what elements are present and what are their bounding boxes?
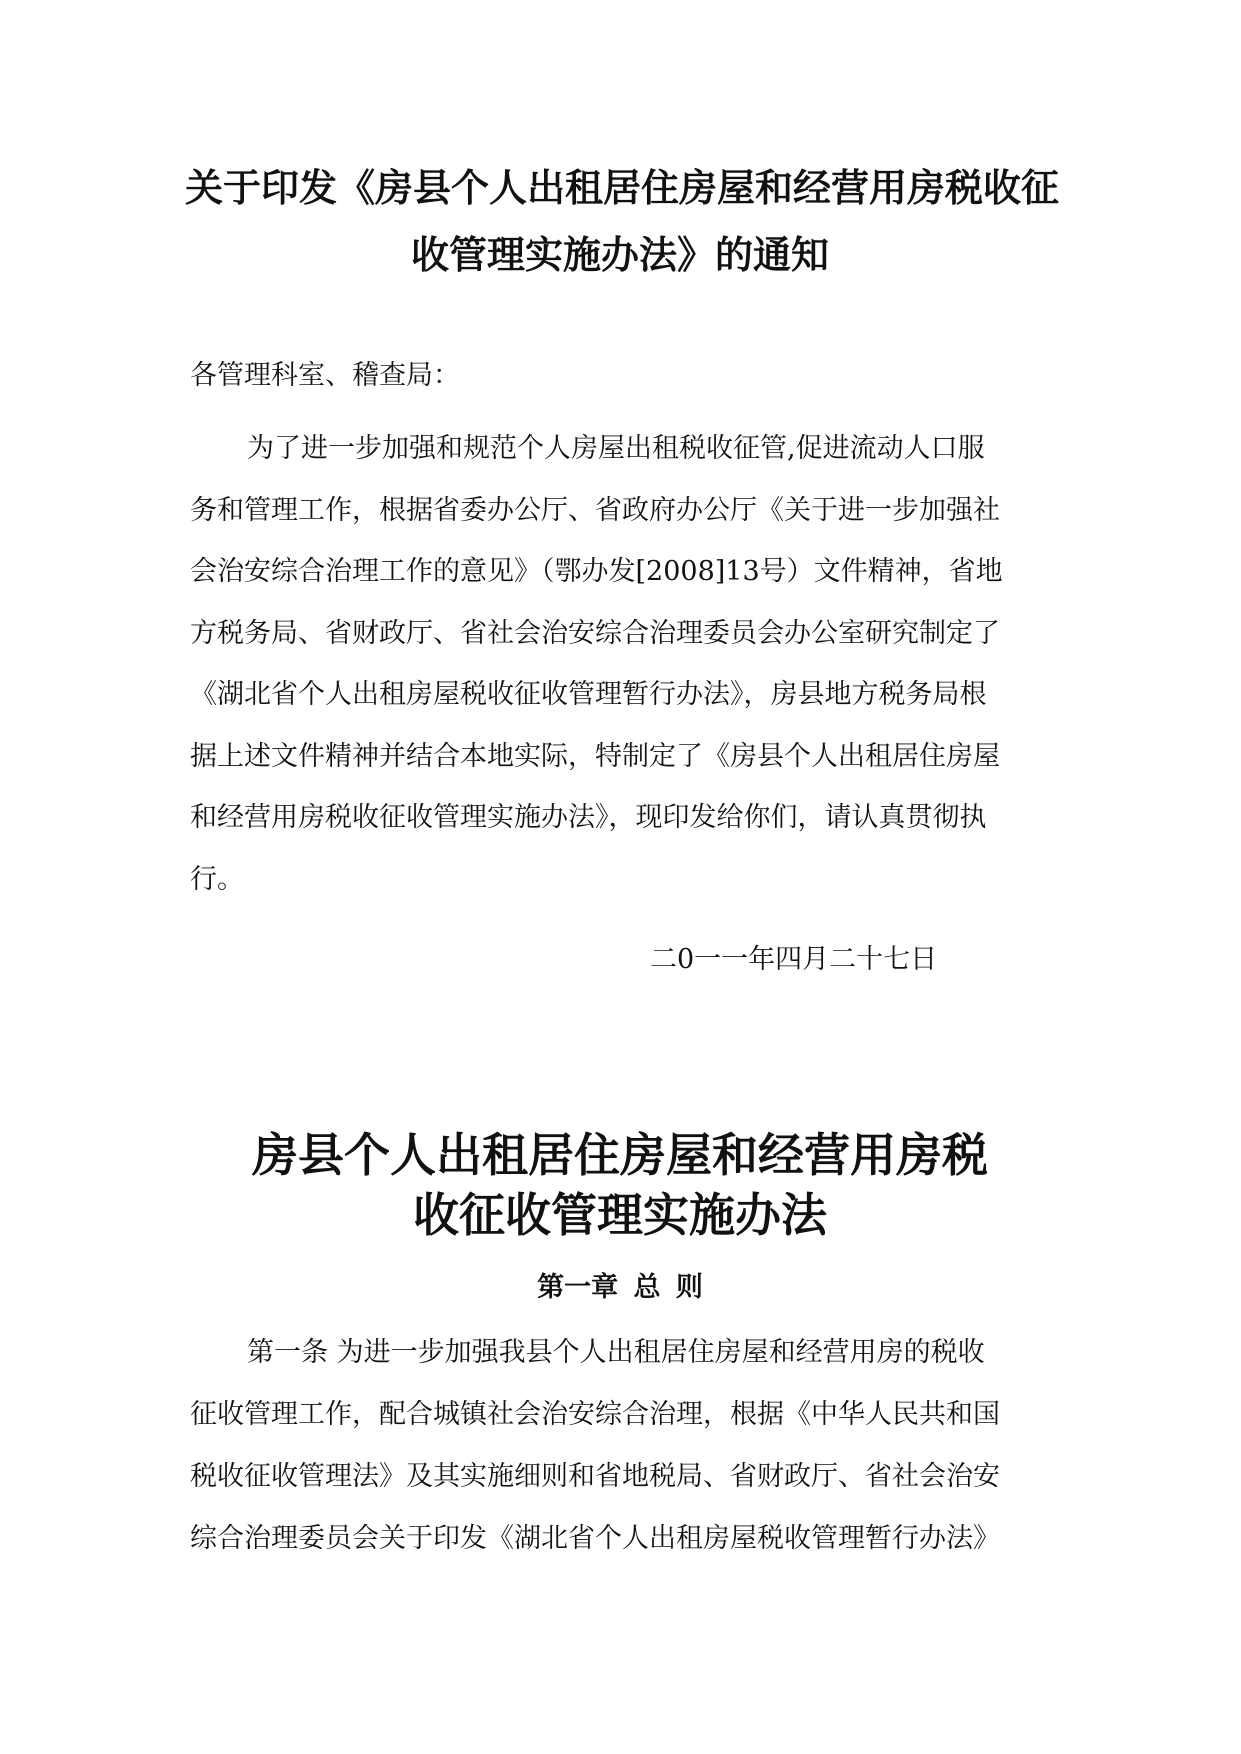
notice-body-line: 会治安综合治理工作的意见》（鄂办发[2008]13号）文件精神，省地 (190, 556, 1003, 587)
notice-title-line: 收管理实施办法》的通知 (410, 233, 829, 277)
notice-title (185, 155, 1060, 289)
notice-body-line: 行。 (190, 863, 244, 895)
notice-body (190, 418, 1050, 910)
article-line: 税收征收管理法》及其实施细则和省地税局、省财政厅、省社会治安 (190, 1461, 1000, 1492)
notice-body-line: 《湖北省个人出租房屋税收征收管理暂行办法》，房县地方税务局根 (190, 679, 987, 710)
rules-title (185, 1125, 1055, 1245)
notice-body-line: 据上述文件精神并结合本地实际，特制定了《房县个人出租居住房屋 (190, 740, 1000, 772)
article-one (190, 1322, 1050, 1570)
article-line: 征收管理工作，配合城镇社会治安综合治理，根据《中华人民共和国 (190, 1399, 1000, 1430)
notice-title-line: 关于印发《房县个人出租居住房屋和经营用房税收征 (185, 166, 1060, 210)
salutation: 各管理科室、稽查局： (190, 360, 460, 391)
notice-body-line: 方税务局、省财政厅、省社会治安综合治理委员会办公室研究制定了 (190, 617, 1000, 649)
notice-body-line: 和经营用房税收征收管理实施办法》，现印发给你们，请认真贯彻执 (190, 802, 987, 833)
article-line: 综合治理委员会关于印发《湖北省个人出租房屋税收管理暂行办法》 (190, 1523, 1000, 1554)
notice-body-line: 务和管理工作，根据省委办公厅、省政府办公厅《关于进一步加强社 (190, 494, 1000, 526)
article-line: 第一条 为进一步加强我县个人出租居住房屋和经营用房的税收 (247, 1337, 985, 1368)
rules-title-line: 房县个人出租居住房屋和经营用房税 (252, 1128, 988, 1182)
notice-body-line: 为了进一步加强和规范个人房屋出租税收征管,促进流动人口服 (247, 433, 985, 464)
chapter-heading: 第一章 总 则 (537, 1272, 703, 1303)
rules-title-line: 收征收管理实施办法 (413, 1188, 827, 1242)
notice-date: 二0一一年四月二十七日 (650, 944, 938, 975)
